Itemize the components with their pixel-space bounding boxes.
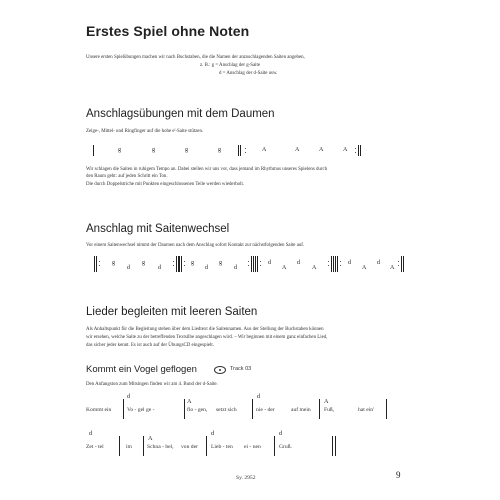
lyric-syllable: Kommt ein (86, 407, 112, 413)
repeat-barline (335, 256, 338, 272)
lyric-syllable: Fuß, (324, 407, 335, 413)
section-heading-accompany: Lieder begleiten mit leeren Saiten (86, 306, 258, 318)
lyric-syllable: flo - gen, (187, 407, 208, 413)
song-note-letter: d (127, 393, 131, 400)
page-number: 9 (396, 470, 401, 480)
repeat-dot (245, 148, 246, 149)
footer-code: Sy. 2952 (236, 475, 256, 481)
lyric-syllable: Zet - tel (86, 444, 104, 450)
repeat-dot (260, 265, 261, 266)
string-change-exercise (86, 250, 406, 280)
note-letter: g (191, 260, 194, 266)
repeat-dot (355, 148, 356, 149)
song-note-letter: d (257, 393, 261, 400)
repeat-dot (184, 265, 185, 266)
barline (332, 436, 333, 456)
cd-icon (214, 366, 226, 374)
note-letter: d (158, 265, 161, 271)
note-letter: A (312, 265, 317, 271)
repeat-dot (245, 152, 246, 153)
barline (93, 145, 94, 156)
barline (386, 399, 387, 419)
note-letter: A (262, 147, 267, 153)
note-letter: d (348, 260, 351, 266)
repeat-dot (328, 261, 329, 262)
song-note-letter: A (187, 398, 192, 405)
note-letter: A (282, 265, 287, 271)
note-letter: g (185, 147, 188, 153)
repeat-barline (94, 256, 97, 272)
repeat-dot (99, 261, 100, 262)
thumb-paragraph-3: Die durch Doppelstriche mit Punkten eingeschlossenen Teile werden wiederholt. (86, 182, 245, 187)
thumb-paragraph-2: den Raum geht: auf jeden Schritt ein Ton. (86, 174, 168, 179)
repeat-dot (99, 265, 100, 266)
accompany-paragraph-2: wir ersehen, welche Saite zu der betreffenden Textsilbe angeschlagen wird. – Wir beginnen mit einem ganz einfachen Lied, (86, 335, 328, 340)
note-letter: A (362, 265, 367, 271)
thumb-instruction: Zeige-, Mittel- und Ringfinger auf die hohe e'-Saite stützen. (86, 129, 204, 134)
repeat-dot (173, 261, 174, 262)
accompany-paragraph-1: Als Anhaltspunkt für die Begleitung stehen über dem Liedtext die Saitennamen. Aus der Stellung der Buchstaben können (86, 327, 324, 332)
repeat-barline (238, 145, 241, 156)
song-title: Kommt ein Vogel geflogen (86, 364, 197, 375)
lyric-syllable: setzt sich (216, 407, 237, 413)
lyric-syllable: im (126, 444, 132, 450)
repeat-dot (398, 261, 399, 262)
barline (252, 399, 253, 419)
repeat-dot (260, 261, 261, 262)
barline (123, 399, 124, 419)
thumb-exercise-line (86, 139, 396, 163)
repeat-dot (398, 265, 399, 266)
song-line-2 (86, 430, 406, 464)
note-letter: A (295, 147, 300, 153)
note-letter: g (142, 260, 145, 266)
lyric-syllable: Vo - gel ge - (127, 407, 155, 413)
lyric-syllable: von der (181, 444, 198, 450)
repeat-barline (251, 256, 254, 272)
song-note-letter: A (324, 398, 329, 405)
barline (335, 436, 336, 456)
note-letter: d (234, 265, 237, 271)
note-letter: A (390, 265, 395, 271)
repeat-dot (248, 261, 249, 262)
note-letter: g (118, 147, 121, 153)
repeat-dot (340, 265, 341, 266)
intro-line-3: d = Anschlag der d-Saite usw. (219, 71, 278, 76)
song-note-letter: d (211, 430, 215, 437)
lyric-syllable: nie - der (256, 407, 275, 413)
repeat-dot (340, 261, 341, 262)
accompany-paragraph-3: das sicher jeder kennt. Es ist auch auf der ÜbungsCD eingespielt. (86, 343, 214, 348)
section-heading-thumb: Anschlagsübungen mit dem Daumen (86, 108, 275, 120)
lyric-syllable: ei - nen (244, 444, 261, 450)
note-letter: d (268, 260, 271, 266)
song-line-1 (86, 393, 406, 427)
note-letter: g (112, 260, 115, 266)
lyric-syllable: Schna - bel, (147, 444, 174, 450)
string-change-text: Vor einem Saitenwechsel nimmt der Daumen nach dem Anschlag sofort Kontakt zur nächstfolgenden Saite auf. (86, 243, 305, 248)
section-heading-string-change: Anschlag mit Saitenwechsel (86, 223, 230, 235)
song-note-letter: d (89, 430, 93, 437)
repeat-dot (328, 265, 329, 266)
barline (143, 436, 144, 456)
repeat-dot (248, 265, 249, 266)
repeat-dot (173, 265, 174, 266)
repeat-barline (358, 145, 361, 156)
track-label: Track 03 (230, 366, 252, 372)
note-letter: d (377, 260, 380, 266)
barline (319, 399, 320, 419)
barline (206, 436, 207, 456)
repeat-dot (184, 261, 185, 262)
note-letter: g (152, 147, 155, 153)
repeat-barline (331, 256, 334, 272)
repeat-dot (355, 152, 356, 153)
note-letter: A (343, 147, 348, 153)
note-letter: d (127, 265, 130, 271)
lyric-syllable: auf mein (291, 407, 311, 413)
repeat-barline (179, 256, 182, 272)
song-note: Den Anfangston zum Mitsingen finden wir am 4. Bund der d-Saite. (86, 382, 218, 387)
lyric-syllable: Lieb - ten (211, 444, 233, 450)
page-title: Erstes Spiel ohne Noten (86, 23, 250, 39)
note-letter: A (319, 147, 324, 153)
thumb-paragraph-1: Wir schlagen die Saiten in ruhigem Tempo an. Dabei stellen wir uns vor, dass jemand im Rhythmus unseres Spielens durch (86, 167, 328, 172)
song-note-letter: d (279, 430, 283, 437)
barline (184, 399, 185, 419)
barline (119, 436, 120, 456)
note-letter: g (219, 260, 222, 266)
barline (274, 436, 275, 456)
repeat-barline (401, 256, 404, 272)
note-letter: g (218, 147, 221, 153)
song-note-letter: A (148, 435, 153, 442)
intro-line-2: z. B.: g = Anschlag der g-Saite (200, 63, 261, 68)
intro-line-1: Unsere ersten Spielübungen machen wir nach Buchstaben, die die Namen der anzuschlagenden Saiten angeben, (86, 55, 305, 60)
note-letter: d (297, 260, 300, 266)
lyric-syllable: Gruß. (279, 444, 292, 450)
repeat-barline (255, 256, 258, 272)
note-letter: d (205, 265, 208, 271)
lyric-syllable: hat ein' (358, 407, 375, 413)
